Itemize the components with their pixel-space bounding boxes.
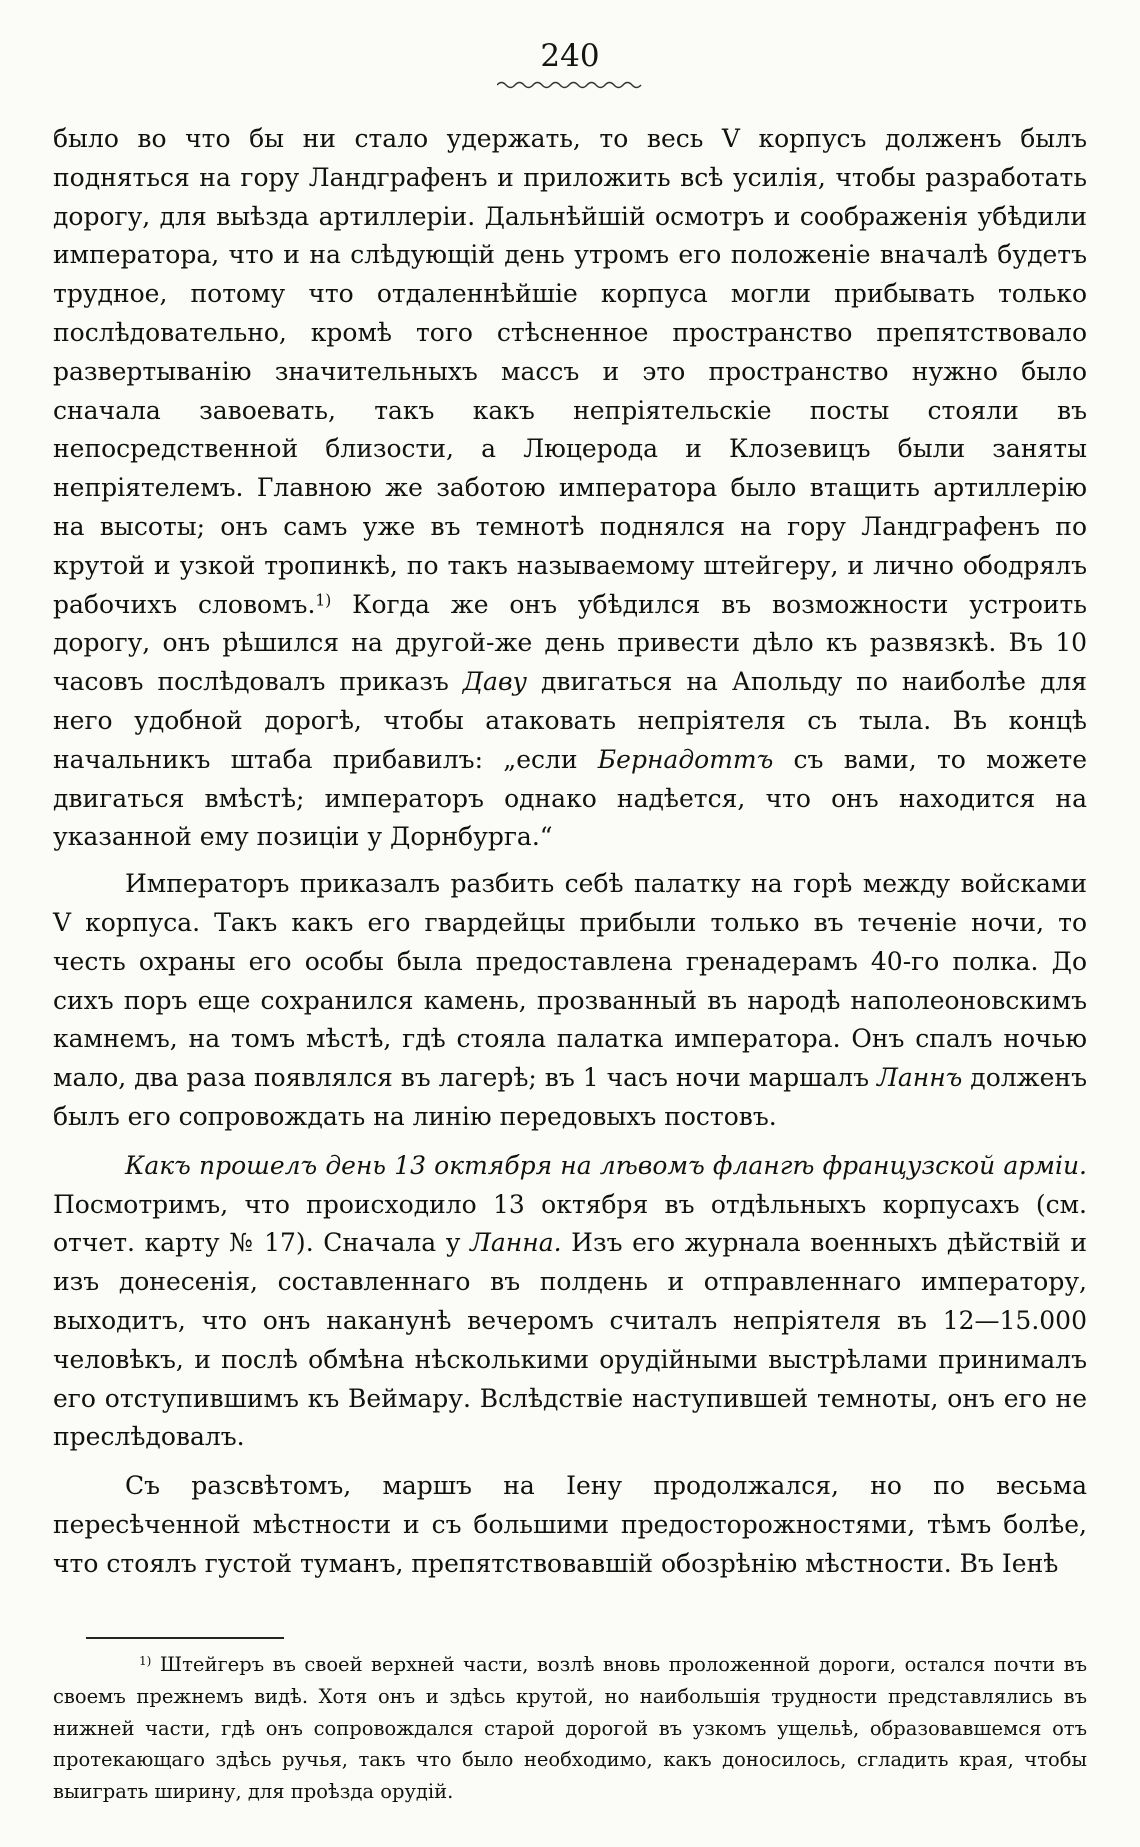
main-text <box>53 120 1087 1583</box>
paragraph-1-text-2: Когда же онъ убѣдился въ возможности устроить дорогу, онъ рѣшился на другой-же день привести дѣло къ развязкѣ. Въ 10 часовъ послѣдовалъ приказъ <box>53 589 1087 697</box>
paragraph-1 <box>53 120 1087 857</box>
paragraph-4 <box>53 1467 1087 1583</box>
paragraph-2-text-1: Императоръ приказалъ разбить себѣ палатку на горѣ между войсками V корпуса. Такъ какъ его гвардейцы прибыли только въ теченіе ночи, то честь охраны его особы была предоставлена гренадерамъ 40-го полка. До сихъ поръ еще сохранился камень, прозванный въ народѣ наполеоновскимъ камнемъ, на томъ мѣстѣ, гдѣ стояла палатка императора. Онъ спалъ ночью мало, два раза появлялся въ лагерѣ; въ 1 часъ ночи маршалъ <box>53 869 1087 1093</box>
name-bernadotte: Бернадоттъ <box>597 744 774 774</box>
paragraph-2 <box>53 865 1087 1137</box>
footnote-divider <box>86 1637 284 1639</box>
paragraph-3 <box>53 1147 1087 1457</box>
name-lannes-2: Ланна. <box>470 1228 562 1258</box>
paragraph-4-text: Съ разсвѣтомъ, маршъ на Іену продолжался, но по весьма пересѣченной мѣстности и съ большими предосторожностями, тѣмъ болѣе, что стоялъ густой туманъ, препятствовавшій обозрѣнію мѣстности. Въ Іенѣ <box>53 1471 1087 1578</box>
name-lannes: Ланнъ <box>876 1063 963 1093</box>
paragraph-1-text-3: двигаться на Апольду по наиболѣе для него удобной дорогѣ, чтобы атаковать непріятеля съ тыла. Въ концѣ начальникъ штаба прибавилъ: „если <box>53 667 1087 774</box>
paragraph-1-text-4: съ вами, то можете двигаться вмѣстѣ; императоръ однако надѣется, что онъ находится на указанной ему позиціи у Дорнбурга.“ <box>53 744 1088 852</box>
footnote-reference: 1) <box>315 590 332 609</box>
footnote-text: Штейгеръ въ своей верхней части, возлѣ вновь проложенной дороги, остался почти въ своемъ прежнемъ видѣ. Хотя онъ и здѣсь крутой, но наибольшія трудности представлялись въ нижней части, гдѣ онъ сопровождался старой дорогой въ узкомъ ущельѣ, образовавшемся отъ протекающаго здѣсь ручья, такъ что было необходимо, какъ доносилось, сгладить края, чтобы выиграть ширину, для проѣзда орудій. <box>53 1653 1087 1804</box>
footnote-marker: 1) <box>139 1653 152 1668</box>
paragraph-3-text-2: Изъ его журнала военныхъ дѣйствій и изъ донесенія, составленнаго въ полдень и отправленнаго императору, выходитъ, что онъ наканунѣ вечеромъ считалъ непріятеля въ 12—15.000 человѣкъ, и послѣ обмѣна нѣсколькими орудійными выстрѣлами принималъ его отступившимъ къ Веймару. Вслѣдствіе наступившей темноты, онъ его не преслѣдовалъ. <box>53 1228 1087 1452</box>
section-heading: Какъ прошелъ день 13 октября на лѣвомъ флангѣ французской арміи. <box>125 1150 1087 1180</box>
wavy-ornament-icon <box>497 80 642 90</box>
page-number: 240 <box>540 38 600 74</box>
paragraph-2-text-2: долженъ былъ его сопровождать на линію передовыхъ постовъ. <box>53 1063 1087 1131</box>
paragraph-1-text-1: было во что бы ни стало удержать, то весь V корпусъ долженъ былъ подняться на гору Ландграфенъ и приложить всѣ усилія, чтобы разработать дорогу, для выѣзда артиллеріи. Дальнѣйшій осмотръ и соображенія убѣдили императора, что и на слѣдующій день утромъ его положеніе вначалѣ будетъ трудное, потому что отдаленнѣйшіе корпуса могли прибывать только послѣдовательно, кромѣ того стѣсненное пространство препятствовало развертыванію значительныхъ массъ и это пространство нужно было сначала завоевать, такъ какъ непріятельскіе посты стояли въ непосредственной близости, а Люцерода и Клозевицъ были заняты непріятелемъ. Главною же заботою императора было втащить артиллерію на высоты; онъ самъ уже въ темнотѣ поднялся на гору Ландграфенъ по крутой и узкой тропинкѣ, по такъ называемому штейгеру, и лично ободрялъ рабочихъ словомъ. <box>53 124 1087 619</box>
name-davout: Даву <box>462 667 528 697</box>
footnote <box>53 1649 1087 1808</box>
paragraph-3-text-1: Посмотримъ, что происходило 13 октября въ отдѣльныхъ корпусахъ (см. отчет. карту № 17). Сначала у <box>53 1189 1087 1258</box>
